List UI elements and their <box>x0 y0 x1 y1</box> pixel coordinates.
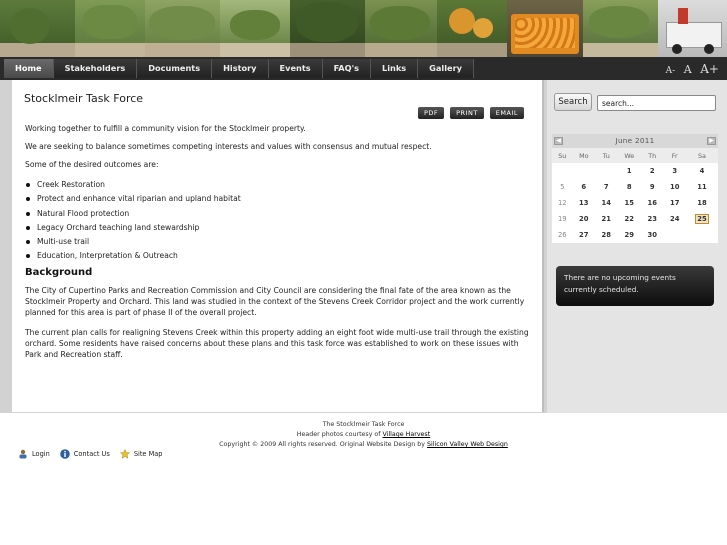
calendar-weekday: We <box>618 148 641 163</box>
font-increase-button[interactable]: A+ <box>700 62 719 76</box>
calendar-day-number: 10 <box>669 183 680 191</box>
site-map-link[interactable] <box>120 449 163 459</box>
calendar-day[interactable] <box>618 195 641 211</box>
calendar-day-number: 24 <box>669 215 680 223</box>
calendar-weekday: Tu <box>595 148 617 163</box>
calendar-day[interactable] <box>641 163 663 179</box>
calendar-day-number: 18 <box>697 199 707 207</box>
calendar-day-number: 23 <box>647 215 657 223</box>
list-item: Legacy Orchard teaching land stewardship <box>25 221 505 235</box>
photo-credit-text: Header photos courtesy of <box>296 431 383 438</box>
nav-list <box>4 59 474 78</box>
calendar-day[interactable] <box>663 211 685 227</box>
nav-documents[interactable]: Documents <box>137 59 212 78</box>
calendar-day-number: 9 <box>649 183 655 191</box>
calendar-day-number: 15 <box>624 199 634 207</box>
calendar-day[interactable] <box>618 179 641 195</box>
contact-us-link[interactable] <box>60 449 110 459</box>
calendar-day[interactable] <box>686 179 718 195</box>
calendar-day[interactable] <box>641 211 663 227</box>
calendar-day-number: 3 <box>672 167 678 175</box>
calendar-header <box>552 134 718 148</box>
calendar-day[interactable] <box>641 227 663 243</box>
main-content <box>12 80 544 412</box>
email-button[interactable]: EMAIL <box>490 107 524 119</box>
info-icon <box>60 449 70 459</box>
pdf-button[interactable]: PDF <box>418 107 444 119</box>
calendar-day-number: 8 <box>626 183 632 191</box>
calendar-week <box>552 227 718 243</box>
calendar-day-number: 14 <box>601 199 611 207</box>
nav-faqs[interactable]: FAQ's <box>323 59 371 78</box>
background-paragraph-2: The current plan calls for realigning Stevens Creek within this property adding an eight foot wide multi-use trail through the existing orchard. Some residents have raised concerns about these plans and this task force was established to work on these issues with Park and Recreation staff. <box>25 328 529 359</box>
calendar-empty-cell <box>686 227 718 243</box>
calendar-weekdays <box>552 148 718 163</box>
calendar-days <box>552 163 718 243</box>
calendar-day[interactable] <box>573 227 595 243</box>
village-harvest-link[interactable]: Village Harvest <box>382 431 431 438</box>
calendar-day[interactable] <box>595 179 617 195</box>
calendar-day-number: 19 <box>557 215 567 223</box>
list-item: Protect and enhance vital riparian and upland habitat <box>25 192 505 206</box>
list-item: Education, Interpretation & Outreach <box>25 249 505 263</box>
contact-us-label: Contact Us <box>73 450 110 458</box>
outcomes-lead: Some of the desired outcomes are: <box>25 160 159 169</box>
calendar-day[interactable] <box>618 227 641 243</box>
calendar-week <box>552 179 718 195</box>
upcoming-events-box <box>556 266 714 306</box>
calendar-day[interactable] <box>573 195 595 211</box>
calendar-day[interactable] <box>641 195 663 211</box>
calendar-day[interactable] <box>595 195 617 211</box>
page-title: Stocklmeir Task Force <box>24 92 144 105</box>
calendar-week <box>552 211 718 227</box>
calendar-day[interactable] <box>595 227 617 243</box>
calendar-day[interactable] <box>663 179 685 195</box>
login-link[interactable] <box>18 449 50 459</box>
calendar-empty-cell <box>595 163 617 179</box>
print-button[interactable]: PRINT <box>450 107 484 119</box>
calendar-day-number: 17 <box>669 199 680 207</box>
calendar-day-number: 20 <box>579 215 589 223</box>
calendar-weekday: Mo <box>573 148 595 163</box>
calendar-weekday: Fr <box>663 148 685 163</box>
calendar-day[interactable] <box>595 211 617 227</box>
nav-history[interactable]: History <box>212 59 268 78</box>
calendar-day[interactable] <box>552 179 573 195</box>
list-item: Natural Flood protection <box>25 207 505 221</box>
calendar-day[interactable] <box>663 163 685 179</box>
calendar-day[interactable] <box>573 179 595 195</box>
background-paragraph-1: The City of Cupertino Parks and Recreation Commission and City Council are considering the final fate of the area known as the Stocklmeir Property and Orchard. This land was studied in the context of the Stevens Creek Corridor project and the work currently planned for this area is part of phase II of the overall project. <box>25 286 525 317</box>
calendar-day[interactable] <box>618 163 641 179</box>
footer-copyright <box>0 441 727 448</box>
calendar-empty-cell <box>573 163 595 179</box>
login-label: Login <box>32 450 50 458</box>
site-map-label: Site Map <box>133 450 163 458</box>
calendar-day-number: 26 <box>557 231 567 239</box>
calendar-day-number: 21 <box>601 215 611 223</box>
calendar-day-number: 5 <box>560 183 565 191</box>
nav-gallery[interactable]: Gallery <box>418 59 474 78</box>
calendar-day[interactable] <box>618 211 641 227</box>
calendar-week <box>552 163 718 179</box>
calendar-weekday: Sa <box>686 148 718 163</box>
nav-home[interactable]: Home <box>4 59 54 78</box>
calendar-day-number: 25 <box>697 215 707 223</box>
main-navigation <box>0 57 727 80</box>
font-reset-button[interactable]: A <box>683 63 692 76</box>
designer-link[interactable]: Silicon Valley Web Design <box>427 441 508 448</box>
copyright-text: Copyright © 2009 All rights reserved. Original Website Design by <box>219 441 428 448</box>
no-events-message: There are no upcoming events currently scheduled. <box>564 273 676 294</box>
calendar-prev-icon[interactable]: ◀ <box>554 137 563 145</box>
header-photo-banner <box>0 0 727 57</box>
calendar-weekday: Th <box>641 148 663 163</box>
calendar-day[interactable] <box>663 195 685 211</box>
search-button[interactable]: Search <box>554 93 592 111</box>
calendar-day-number: 6 <box>581 183 587 191</box>
calendar-day[interactable] <box>552 195 573 211</box>
calendar-day-number: 1 <box>626 167 632 175</box>
events-calendar <box>552 134 718 252</box>
calendar-day-number: 22 <box>624 215 634 223</box>
calendar-month-title: June 2011 <box>615 136 655 145</box>
calendar-day-number: 28 <box>601 231 611 239</box>
article-tools <box>418 107 524 119</box>
list-item: Creek Restoration <box>25 178 505 192</box>
calendar-grid <box>552 148 718 243</box>
intro-text: Working together to fulfill a community vision for the Stocklmeir property. <box>25 124 306 133</box>
calendar-day-number: 27 <box>579 231 589 239</box>
calendar-day[interactable] <box>686 211 718 227</box>
sidebar <box>547 80 727 413</box>
calendar-week <box>552 195 718 211</box>
calendar-empty-cell <box>663 227 685 243</box>
calendar-day-number: 29 <box>624 231 634 239</box>
outcomes-list <box>25 178 505 264</box>
footer <box>0 413 727 468</box>
footer-photo-credit <box>0 431 727 438</box>
calendar-day-number: 11 <box>697 183 707 191</box>
calendar-day[interactable] <box>686 195 718 211</box>
search-input[interactable] <box>597 95 716 111</box>
calendar-next-icon[interactable]: ▶ <box>707 137 716 145</box>
calendar-day[interactable] <box>573 211 595 227</box>
star-icon <box>120 449 130 459</box>
calendar-weekday: Su <box>552 148 573 163</box>
calendar-day[interactable] <box>552 227 573 243</box>
calendar-day[interactable] <box>641 179 663 195</box>
calendar-day-number: 13 <box>579 199 589 207</box>
background-heading: Background <box>25 267 93 278</box>
calendar-day-number: 4 <box>699 167 705 175</box>
footer-links <box>18 449 162 459</box>
nav-stakeholders[interactable]: Stakeholders <box>54 59 138 78</box>
calendar-empty-cell <box>552 163 573 179</box>
nav-links[interactable]: Links <box>371 59 418 78</box>
login-icon <box>18 449 28 459</box>
nav-events[interactable]: Events <box>269 59 323 78</box>
font-size-controls <box>660 62 719 76</box>
font-decrease-button[interactable]: A- <box>665 66 676 76</box>
balance-text: We are seeking to balance sometimes competing interests and values with consensus and mutual respect. <box>25 142 432 151</box>
footer-site-name: The Stocklmeir Task Force <box>322 421 405 428</box>
calendar-day[interactable] <box>552 211 573 227</box>
calendar-day-number: 16 <box>647 199 657 207</box>
calendar-day[interactable] <box>686 163 718 179</box>
calendar-day-number: 2 <box>649 167 655 175</box>
list-item: Multi-use trail <box>25 235 505 249</box>
calendar-day-number: 12 <box>557 199 567 207</box>
calendar-day-number: 30 <box>647 231 657 239</box>
calendar-day-number: 7 <box>603 183 609 191</box>
